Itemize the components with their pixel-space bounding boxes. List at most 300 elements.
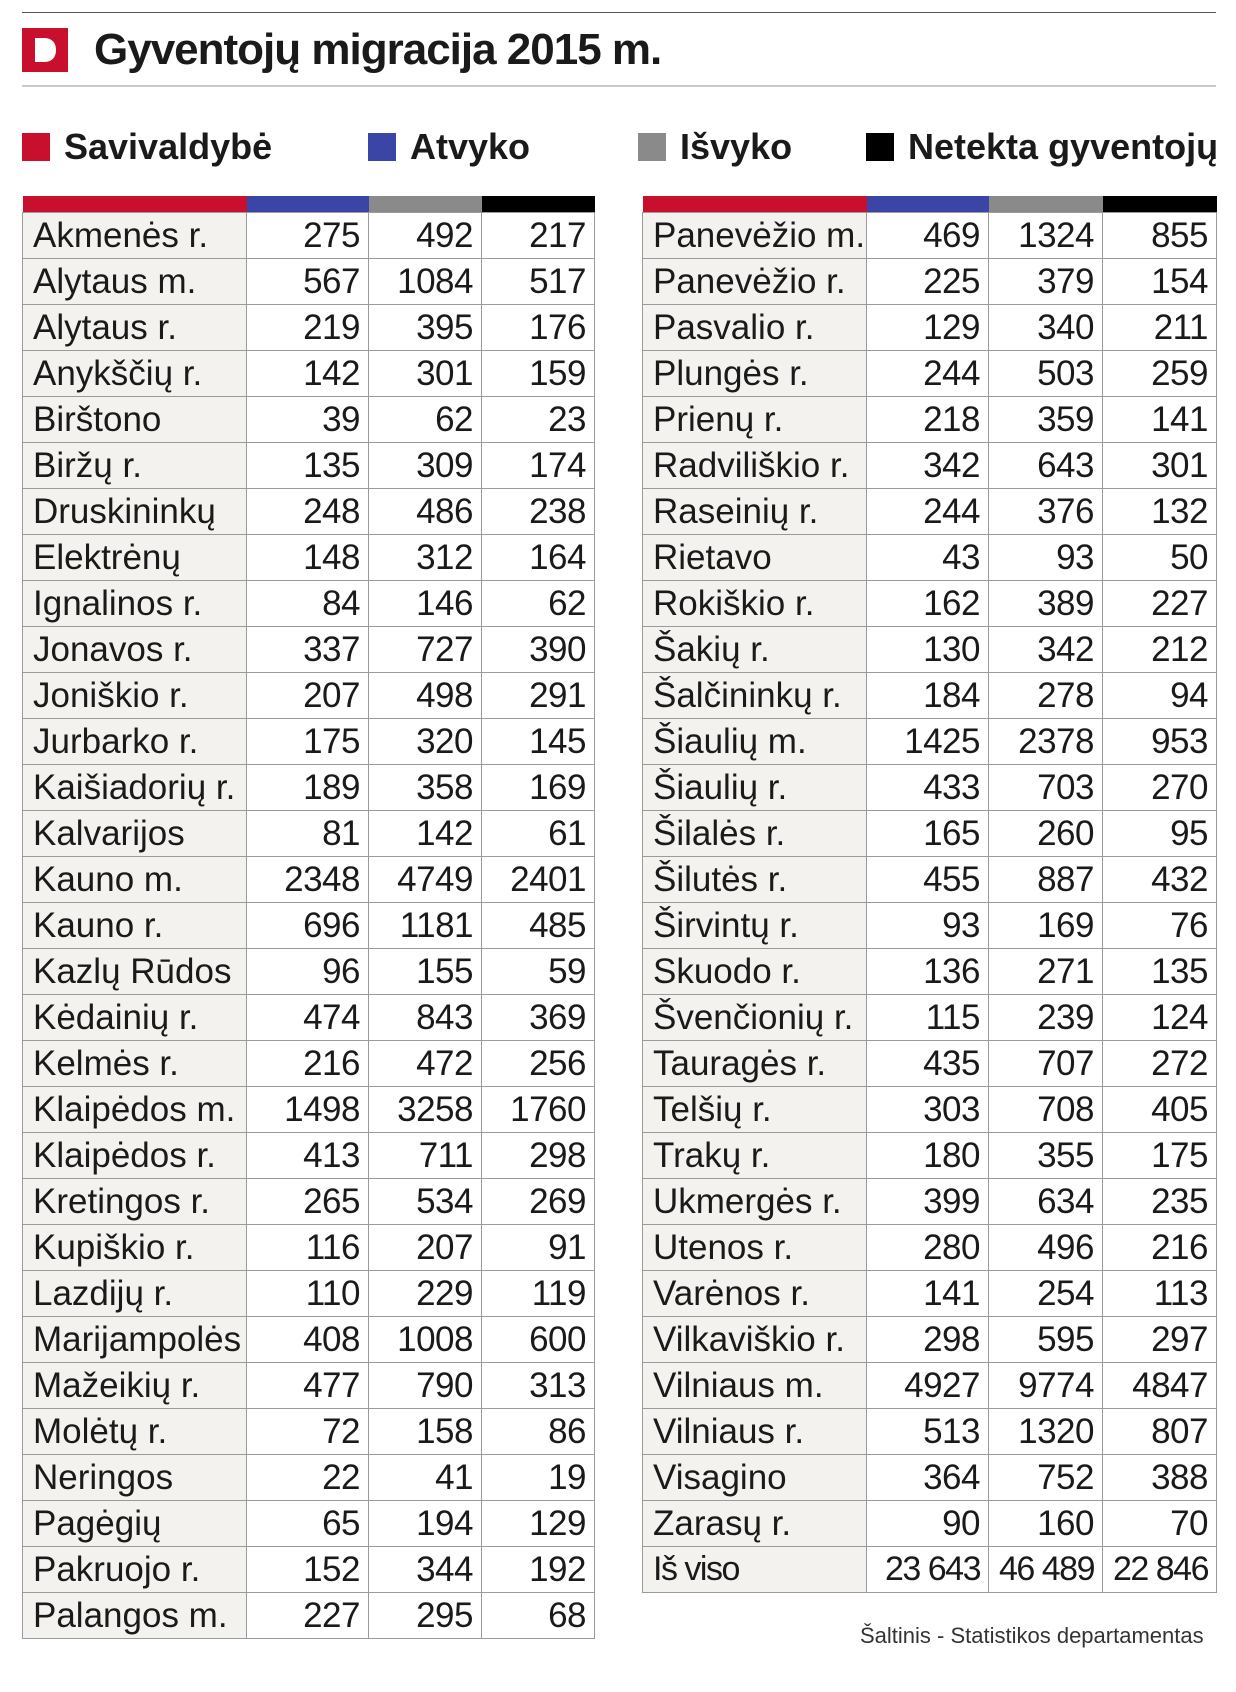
- table-row: [23, 719, 595, 765]
- lost-cell: 192: [482, 1547, 595, 1593]
- table-row: [643, 489, 1217, 535]
- arrived-cell: 1498: [247, 1087, 369, 1133]
- lost-cell: 169: [482, 765, 595, 811]
- arrived-cell: 433: [867, 765, 989, 811]
- departed-cell: 376: [989, 489, 1103, 535]
- lost-cell: 174: [482, 443, 595, 489]
- table-row: [643, 1409, 1217, 1455]
- lost-cell: 432: [1103, 857, 1217, 903]
- arrived-cell: 218: [867, 397, 989, 443]
- municipality-cell: Ignalinos r.: [23, 581, 247, 627]
- table-row: [643, 995, 1217, 1041]
- table-row: [23, 489, 595, 535]
- lost-cell: 211: [1103, 305, 1217, 351]
- departed-cell: 355: [989, 1133, 1103, 1179]
- arrived-cell: 244: [867, 489, 989, 535]
- arrived-cell: 90: [867, 1501, 989, 1547]
- arrived-cell: 435: [867, 1041, 989, 1087]
- lost-cell: 113: [1103, 1271, 1217, 1317]
- table-row: [643, 1363, 1217, 1409]
- municipality-cell: Ukmergės r.: [643, 1179, 867, 1225]
- arrived-cell: 455: [867, 857, 989, 903]
- d-logo-icon: [22, 28, 68, 72]
- lost-cell: 154: [1103, 259, 1217, 305]
- arrived-cell: 2348: [247, 857, 369, 903]
- arrived-cell: 477: [247, 1363, 369, 1409]
- municipality-cell: Zarasų r.: [643, 1501, 867, 1547]
- municipality-cell: Kėdainių r.: [23, 995, 247, 1041]
- municipality-cell: Skuodo r.: [643, 949, 867, 995]
- municipality-cell: Tauragės r.: [643, 1041, 867, 1087]
- departed-cell: 711: [369, 1133, 482, 1179]
- table-row: [23, 213, 595, 259]
- table-row: [643, 857, 1217, 903]
- arrived-cell: 39: [247, 397, 369, 443]
- lost-cell: 145: [482, 719, 595, 765]
- departed-cell: 158: [369, 1409, 482, 1455]
- departed-cell: 142: [369, 811, 482, 857]
- table-row: [23, 811, 595, 857]
- lost-cell: 76: [1103, 903, 1217, 949]
- departed-cell: 260: [989, 811, 1103, 857]
- lost-cell: 22 846: [1103, 1547, 1217, 1593]
- lost-cell: 119: [482, 1271, 595, 1317]
- departed-cell: 146: [369, 581, 482, 627]
- arrived-cell: 180: [867, 1133, 989, 1179]
- legend-label: Savivaldybė: [64, 126, 273, 167]
- municipality-cell: Biržų r.: [23, 443, 247, 489]
- lost-cell: 298: [482, 1133, 595, 1179]
- lost-cell: 953: [1103, 719, 1217, 765]
- lost-cell: 94: [1103, 673, 1217, 719]
- lost-cell: 216: [1103, 1225, 1217, 1271]
- departed-cell: 3258: [369, 1087, 482, 1133]
- arrived-cell: 96: [247, 949, 369, 995]
- arrived-cell: 175: [247, 719, 369, 765]
- lost-cell: 70: [1103, 1501, 1217, 1547]
- departed-cell: 271: [989, 949, 1103, 995]
- arrived-cell: 22: [247, 1455, 369, 1501]
- departed-cell: 194: [369, 1501, 482, 1547]
- municipality-cell: Kupiškio r.: [23, 1225, 247, 1271]
- lost-cell: 176: [482, 305, 595, 351]
- lost-cell: 369: [482, 995, 595, 1041]
- municipality-cell: Varėnos r.: [643, 1271, 867, 1317]
- departed-cell: 503: [989, 351, 1103, 397]
- legend-label: Netekta gyventojų: [908, 126, 1219, 167]
- municipality-cell: Visagino: [643, 1455, 867, 1501]
- municipality-cell: Palangos m.: [23, 1593, 247, 1639]
- municipality-cell: Kaišiadorių r.: [23, 765, 247, 811]
- table-row: [643, 443, 1217, 489]
- table-row: [643, 351, 1217, 397]
- table-row: [23, 765, 595, 811]
- header-bar-blue: [867, 196, 989, 213]
- arrived-cell: 136: [867, 949, 989, 995]
- table-row: [643, 581, 1217, 627]
- departed-cell: 340: [989, 305, 1103, 351]
- arrived-cell: 225: [867, 259, 989, 305]
- color-header-row: [23, 196, 595, 213]
- top-rule: [22, 12, 1216, 13]
- municipality-cell: Telšių r.: [643, 1087, 867, 1133]
- table-row: [23, 581, 595, 627]
- municipality-cell: Kauno r.: [23, 903, 247, 949]
- departed-cell: 155: [369, 949, 482, 995]
- municipality-cell: Druskininkų: [23, 489, 247, 535]
- header-bar-gray: [369, 196, 482, 213]
- lost-cell: 272: [1103, 1041, 1217, 1087]
- legend-swatch: [866, 133, 894, 161]
- arrived-cell: 408: [247, 1317, 369, 1363]
- title-divider: [22, 85, 1216, 87]
- lost-cell: 313: [482, 1363, 595, 1409]
- arrived-cell: 142: [247, 351, 369, 397]
- departed-cell: 486: [369, 489, 482, 535]
- departed-cell: 498: [369, 673, 482, 719]
- table-row: [23, 1409, 595, 1455]
- municipality-cell: Pakruojo r.: [23, 1547, 247, 1593]
- municipality-cell: Pasvalio r.: [643, 305, 867, 351]
- lost-cell: 86: [482, 1409, 595, 1455]
- departed-cell: 160: [989, 1501, 1103, 1547]
- municipality-cell: Kazlų Rūdos: [23, 949, 247, 995]
- lost-cell: 217: [482, 213, 595, 259]
- municipality-cell: Vilniaus r.: [643, 1409, 867, 1455]
- page-title: Gyventojų migracija 2015 m.: [94, 25, 662, 74]
- lost-cell: 1760: [482, 1087, 595, 1133]
- arrived-cell: 216: [247, 1041, 369, 1087]
- departed-cell: 93: [989, 535, 1103, 581]
- lost-cell: 212: [1103, 627, 1217, 673]
- departed-cell: 344: [369, 1547, 482, 1593]
- arrived-cell: 696: [247, 903, 369, 949]
- table-row: [643, 259, 1217, 305]
- departed-cell: 207: [369, 1225, 482, 1271]
- municipality-cell: Kalvarijos: [23, 811, 247, 857]
- table-row: [23, 1271, 595, 1317]
- municipality-cell: Plungės r.: [643, 351, 867, 397]
- departed-cell: 342: [989, 627, 1103, 673]
- arrived-cell: 298: [867, 1317, 989, 1363]
- municipality-cell: Šilalės r.: [643, 811, 867, 857]
- header-bar-black: [1103, 196, 1217, 213]
- table-row: [643, 1179, 1217, 1225]
- municipality-cell: Molėtų r.: [23, 1409, 247, 1455]
- table-row: [643, 1041, 1217, 1087]
- departed-cell: 229: [369, 1271, 482, 1317]
- header-bar-red: [643, 196, 867, 213]
- table-row: [643, 1087, 1217, 1133]
- municipality-cell: Panevėžio r.: [643, 259, 867, 305]
- departed-cell: 2378: [989, 719, 1103, 765]
- departed-cell: 708: [989, 1087, 1103, 1133]
- arrived-cell: 474: [247, 995, 369, 1041]
- arrived-cell: 248: [247, 489, 369, 535]
- lost-cell: 270: [1103, 765, 1217, 811]
- table-row: [643, 811, 1217, 857]
- municipality-cell: Elektrėnų: [23, 535, 247, 581]
- table-row: [643, 1501, 1217, 1547]
- departed-cell: 301: [369, 351, 482, 397]
- table-row: [23, 627, 595, 673]
- arrived-cell: 129: [867, 305, 989, 351]
- municipality-cell: Marijampolės: [23, 1317, 247, 1363]
- lost-cell: 91: [482, 1225, 595, 1271]
- municipality-cell: Šakių r.: [643, 627, 867, 673]
- lost-cell: 175: [1103, 1133, 1217, 1179]
- arrived-cell: 337: [247, 627, 369, 673]
- lost-cell: 132: [1103, 489, 1217, 535]
- legend-swatch: [638, 133, 666, 161]
- legend-atvyko: [368, 125, 530, 169]
- table-row: [23, 305, 595, 351]
- municipality-cell: Klaipėdos m.: [23, 1087, 247, 1133]
- arrived-cell: 43: [867, 535, 989, 581]
- arrived-cell: 84: [247, 581, 369, 627]
- departed-cell: 843: [369, 995, 482, 1041]
- arrived-cell: 227: [247, 1593, 369, 1639]
- table-row: [643, 1271, 1217, 1317]
- table-row: [643, 949, 1217, 995]
- table-row: [643, 1133, 1217, 1179]
- departed-cell: 9774: [989, 1363, 1103, 1409]
- departed-cell: 703: [989, 765, 1103, 811]
- lost-cell: 301: [1103, 443, 1217, 489]
- arrived-cell: 1425: [867, 719, 989, 765]
- arrived-cell: 141: [867, 1271, 989, 1317]
- table-row: [23, 1041, 595, 1087]
- departed-cell: 395: [369, 305, 482, 351]
- arrived-cell: 275: [247, 213, 369, 259]
- arrived-cell: 81: [247, 811, 369, 857]
- legend-savivaldybe: [22, 125, 272, 169]
- municipality-cell: Šalčininkų r.: [643, 673, 867, 719]
- municipality-cell: Šiaulių r.: [643, 765, 867, 811]
- legend-isvyko: [638, 125, 792, 169]
- lost-cell: 855: [1103, 213, 1217, 259]
- departed-cell: 492: [369, 213, 482, 259]
- departed-cell: 643: [989, 443, 1103, 489]
- departed-cell: 46 489: [989, 1547, 1103, 1593]
- arrived-cell: 72: [247, 1409, 369, 1455]
- municipality-cell: Švenčionių r.: [643, 995, 867, 1041]
- table-row: [643, 1455, 1217, 1501]
- municipality-cell: Trakų r.: [643, 1133, 867, 1179]
- municipality-cell: Mažeikių r.: [23, 1363, 247, 1409]
- departed-cell: 4749: [369, 857, 482, 903]
- arrived-cell: 115: [867, 995, 989, 1041]
- arrived-cell: 93: [867, 903, 989, 949]
- lost-cell: 388: [1103, 1455, 1217, 1501]
- departed-cell: 254: [989, 1271, 1103, 1317]
- municipality-cell: Vilkaviškio r.: [643, 1317, 867, 1363]
- lost-cell: 124: [1103, 995, 1217, 1041]
- table-row: [23, 673, 595, 719]
- municipality-cell: Jurbarko r.: [23, 719, 247, 765]
- municipality-cell: Lazdijų r.: [23, 1271, 247, 1317]
- header-bar-blue: [247, 196, 369, 213]
- lost-cell: 235: [1103, 1179, 1217, 1225]
- source-note: Šaltinis - Statistikos departamentas: [860, 1623, 1204, 1648]
- departed-cell: 727: [369, 627, 482, 673]
- departed-cell: 295: [369, 1593, 482, 1639]
- table-row: [643, 673, 1217, 719]
- departed-cell: 1084: [369, 259, 482, 305]
- departed-cell: 358: [369, 765, 482, 811]
- table-row: [23, 1593, 595, 1639]
- lost-cell: 159: [482, 351, 595, 397]
- table-row: [23, 1547, 595, 1593]
- lost-cell: 4847: [1103, 1363, 1217, 1409]
- departed-cell: 1320: [989, 1409, 1103, 1455]
- arrived-cell: 413: [247, 1133, 369, 1179]
- municipality-cell: Birštono: [23, 397, 247, 443]
- table-row: [23, 1133, 595, 1179]
- table-row: [643, 1317, 1217, 1363]
- lost-cell: 129: [482, 1501, 595, 1547]
- table-row: [23, 949, 595, 995]
- lost-cell: 517: [482, 259, 595, 305]
- arrived-cell: 303: [867, 1087, 989, 1133]
- municipality-cell: Vilniaus m.: [643, 1363, 867, 1409]
- departed-cell: 595: [989, 1317, 1103, 1363]
- arrived-cell: 110: [247, 1271, 369, 1317]
- lost-cell: 485: [482, 903, 595, 949]
- municipality-cell: Širvintų r.: [643, 903, 867, 949]
- lost-cell: 238: [482, 489, 595, 535]
- lost-cell: 390: [482, 627, 595, 673]
- header-bar-red: [23, 196, 247, 213]
- arrived-cell: 567: [247, 259, 369, 305]
- arrived-cell: 152: [247, 1547, 369, 1593]
- table-row: [643, 627, 1217, 673]
- municipality-cell: Iš viso: [643, 1547, 867, 1593]
- municipality-cell: Raseinių r.: [643, 489, 867, 535]
- arrived-cell: 469: [867, 213, 989, 259]
- table-row: [23, 1501, 595, 1547]
- table-row: [23, 1317, 595, 1363]
- arrived-cell: 399: [867, 1179, 989, 1225]
- arrived-cell: 165: [867, 811, 989, 857]
- municipality-cell: Alytaus r.: [23, 305, 247, 351]
- municipality-cell: Utenos r.: [643, 1225, 867, 1271]
- arrived-cell: 513: [867, 1409, 989, 1455]
- arrived-cell: 162: [867, 581, 989, 627]
- lost-cell: 291: [482, 673, 595, 719]
- legend-swatch: [22, 133, 50, 161]
- departed-cell: 309: [369, 443, 482, 489]
- migration-table-right: [642, 196, 1217, 1593]
- municipality-cell: Radviliškio r.: [643, 443, 867, 489]
- departed-cell: 359: [989, 397, 1103, 443]
- legend-netekta: [866, 125, 1218, 169]
- municipality-cell: Alytaus m.: [23, 259, 247, 305]
- arrived-cell: 184: [867, 673, 989, 719]
- municipality-cell: Joniškio r.: [23, 673, 247, 719]
- lost-cell: 62: [482, 581, 595, 627]
- departed-cell: 379: [989, 259, 1103, 305]
- municipality-cell: Šiaulių m.: [643, 719, 867, 765]
- lost-cell: 141: [1103, 397, 1217, 443]
- legend-label: Išvyko: [680, 126, 793, 167]
- arrived-cell: 265: [247, 1179, 369, 1225]
- municipality-cell: Šilutės r.: [643, 857, 867, 903]
- arrived-cell: 207: [247, 673, 369, 719]
- departed-cell: 472: [369, 1041, 482, 1087]
- arrived-cell: 148: [247, 535, 369, 581]
- arrived-cell: 23 643: [867, 1547, 989, 1593]
- arrived-cell: 342: [867, 443, 989, 489]
- table-row: [643, 535, 1217, 581]
- departed-cell: 887: [989, 857, 1103, 903]
- municipality-cell: Rietavo: [643, 535, 867, 581]
- table-row: [23, 443, 595, 489]
- lost-cell: 2401: [482, 857, 595, 903]
- departed-cell: 312: [369, 535, 482, 581]
- departed-cell: 320: [369, 719, 482, 765]
- lost-cell: 23: [482, 397, 595, 443]
- table-row: [23, 259, 595, 305]
- lost-cell: 59: [482, 949, 595, 995]
- table-row: [643, 719, 1217, 765]
- lost-cell: 135: [1103, 949, 1217, 995]
- departed-cell: 278: [989, 673, 1103, 719]
- table-row: [643, 305, 1217, 351]
- table-row: [23, 1455, 595, 1501]
- arrived-cell: 189: [247, 765, 369, 811]
- lost-cell: 259: [1103, 351, 1217, 397]
- departed-cell: 534: [369, 1179, 482, 1225]
- municipality-cell: Neringos: [23, 1455, 247, 1501]
- departed-cell: 790: [369, 1363, 482, 1409]
- header-bar-black: [482, 196, 595, 213]
- municipality-cell: Kelmės r.: [23, 1041, 247, 1087]
- table-row: [643, 903, 1217, 949]
- lost-cell: 297: [1103, 1317, 1217, 1363]
- lost-cell: 600: [482, 1317, 595, 1363]
- municipality-cell: Pagėgių: [23, 1501, 247, 1547]
- lost-cell: 227: [1103, 581, 1217, 627]
- lost-cell: 50: [1103, 535, 1217, 581]
- municipality-cell: Kretingos r.: [23, 1179, 247, 1225]
- total-row: [643, 1547, 1217, 1593]
- table-row: [643, 765, 1217, 811]
- arrived-cell: 219: [247, 305, 369, 351]
- legend-label: Atvyko: [410, 126, 531, 167]
- lost-cell: 19: [482, 1455, 595, 1501]
- table-row: [23, 1087, 595, 1133]
- lost-cell: 61: [482, 811, 595, 857]
- table-row: [23, 1225, 595, 1271]
- municipality-cell: Kauno m.: [23, 857, 247, 903]
- lost-cell: 807: [1103, 1409, 1217, 1455]
- departed-cell: 752: [989, 1455, 1103, 1501]
- departed-cell: 1181: [369, 903, 482, 949]
- arrived-cell: 130: [867, 627, 989, 673]
- arrived-cell: 116: [247, 1225, 369, 1271]
- legend-swatch: [368, 133, 396, 161]
- lost-cell: 164: [482, 535, 595, 581]
- departed-cell: 1324: [989, 213, 1103, 259]
- municipality-cell: Anykščių r.: [23, 351, 247, 397]
- departed-cell: 707: [989, 1041, 1103, 1087]
- color-header-row: [643, 196, 1217, 213]
- municipality-cell: Klaipėdos r.: [23, 1133, 247, 1179]
- municipality-cell: Prienų r.: [643, 397, 867, 443]
- arrived-cell: 364: [867, 1455, 989, 1501]
- departed-cell: 62: [369, 397, 482, 443]
